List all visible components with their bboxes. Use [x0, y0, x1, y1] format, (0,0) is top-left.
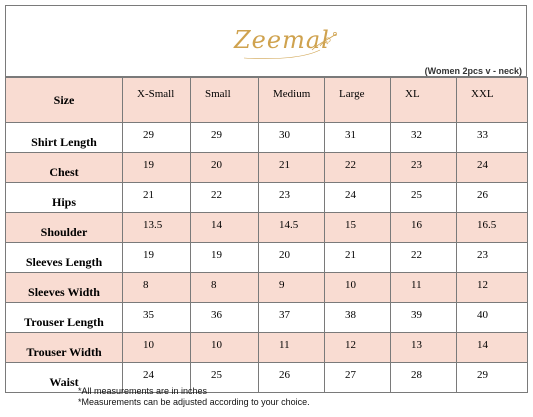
measurement-cell: 19 [123, 153, 191, 183]
measurement-cell: 12 [325, 333, 391, 363]
corner-header: Size [6, 78, 123, 123]
measurement-cell: 30 [259, 123, 325, 153]
measurement-cell: 16.5 [457, 213, 528, 243]
table-row [6, 183, 528, 213]
measurement-cell: 22 [325, 153, 391, 183]
measurement-cell: 13.5 [123, 213, 191, 243]
row-label: Trouser Width [6, 333, 123, 363]
measurement-cell: 15 [325, 213, 391, 243]
measurement-cell: 12 [457, 273, 528, 303]
brand-name: Zeemal [234, 26, 330, 54]
measurement-cell: 26 [259, 363, 325, 393]
row-label: Sleeves Width [6, 273, 123, 303]
measurement-cell: 36 [191, 303, 259, 333]
measurement-cell: 23 [457, 243, 528, 273]
column-header: Small [191, 78, 259, 123]
measurement-cell: 20 [259, 243, 325, 273]
measurement-cell: 10 [191, 333, 259, 363]
measurement-cell: 10 [325, 273, 391, 303]
measurement-cell: 9 [259, 273, 325, 303]
measurement-cell: 40 [457, 303, 528, 333]
footnotes [78, 386, 310, 408]
measurement-cell: 24 [325, 183, 391, 213]
measurement-cell: 29 [191, 123, 259, 153]
table-row [6, 333, 528, 363]
measurement-cell: 29 [457, 363, 528, 393]
size-chart-body [6, 78, 528, 393]
measurement-cell: 24 [123, 363, 191, 393]
product-subtitle: (Women 2pcs v - neck) [424, 66, 522, 76]
size-chart-table [5, 77, 528, 393]
row-label: Trouser Length [6, 303, 123, 333]
measurement-cell: 11 [259, 333, 325, 363]
chart-header [5, 5, 527, 77]
measurement-cell: 20 [191, 153, 259, 183]
measurement-cell: 31 [325, 123, 391, 153]
brand-logo [224, 20, 344, 66]
measurement-cell: 19 [123, 243, 191, 273]
measurement-cell: 14.5 [259, 213, 325, 243]
measurement-cell: 35 [123, 303, 191, 333]
measurement-cell: 8 [191, 273, 259, 303]
measurement-cell: 10 [123, 333, 191, 363]
measurement-cell: 24 [457, 153, 528, 183]
table-row [6, 213, 528, 243]
measurement-cell: 21 [259, 153, 325, 183]
table-row [6, 123, 528, 153]
measurement-cell: 39 [391, 303, 457, 333]
measurement-cell: 21 [325, 243, 391, 273]
table-row [6, 243, 528, 273]
column-header: Medium [259, 78, 325, 123]
column-header: Large [325, 78, 391, 123]
measurement-cell: 25 [391, 183, 457, 213]
row-label: Shoulder [6, 213, 123, 243]
table-row [6, 273, 528, 303]
measurement-cell: 11 [391, 273, 457, 303]
measurement-cell: 38 [325, 303, 391, 333]
footnote: *All measurements are in inches [78, 386, 208, 396]
row-label: Hips [6, 183, 123, 213]
column-header: X-Small [123, 78, 191, 123]
footnote: *Measurements can be adjusted according to your choice. [78, 397, 310, 407]
measurement-cell: 22 [391, 243, 457, 273]
measurement-cell: 21 [123, 183, 191, 213]
measurement-cell: 22 [191, 183, 259, 213]
measurement-cell: 8 [123, 273, 191, 303]
row-label: Chest [6, 153, 123, 183]
table-header-row [6, 78, 528, 123]
column-header: XL [391, 78, 457, 123]
measurement-cell: 32 [391, 123, 457, 153]
measurement-cell: 23 [259, 183, 325, 213]
measurement-cell: 25 [191, 363, 259, 393]
row-label: Sleeves Length [6, 243, 123, 273]
measurement-cell: 28 [391, 363, 457, 393]
measurement-cell: 29 [123, 123, 191, 153]
table-row [6, 303, 528, 333]
row-label: Waist [6, 363, 123, 393]
measurement-cell: 14 [191, 213, 259, 243]
measurement-cell: 37 [259, 303, 325, 333]
measurement-cell: 14 [457, 333, 528, 363]
measurement-cell: 19 [191, 243, 259, 273]
measurement-cell: 33 [457, 123, 528, 153]
measurement-cell: 16 [391, 213, 457, 243]
table-row [6, 153, 528, 183]
measurement-cell: 23 [391, 153, 457, 183]
measurement-cell: 26 [457, 183, 528, 213]
measurement-cell: 27 [325, 363, 391, 393]
row-label: Shirt Length [6, 123, 123, 153]
column-header: XXL [457, 78, 528, 123]
measurement-cell: 13 [391, 333, 457, 363]
